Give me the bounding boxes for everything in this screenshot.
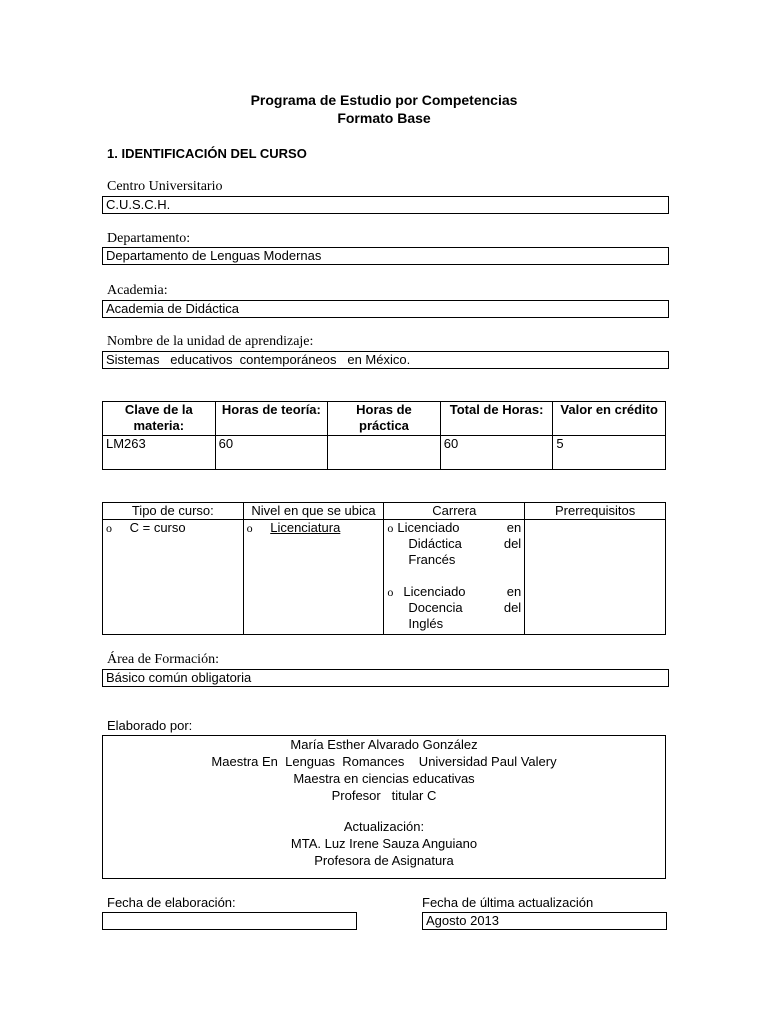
document-subtitle: Formato Base (337, 110, 431, 126)
horas-teoria-value: 60 (215, 436, 328, 470)
elaborado-box (102, 735, 666, 879)
section-title: 1. IDENTIFICACIÓN DEL CURSO (107, 146, 307, 161)
academia-field: Academia de Didáctica (102, 300, 669, 318)
fecha-elaboracion-label: Fecha de elaboración: (107, 895, 236, 910)
carrera2-word: Inglés (408, 616, 444, 631)
area-label: Área de Formación: (107, 652, 219, 667)
centro-label: Centro Universitario (107, 179, 223, 194)
fecha-actualizacion-field: Agosto 2013 (422, 912, 667, 930)
unidad-field: Sistemas educativos contemporáneos en México. (102, 351, 669, 369)
carrera2-word: Docencia (408, 600, 463, 615)
course-table (102, 502, 666, 635)
academia-label: Academia: (107, 283, 168, 298)
elaborado-line: Profesora de Asignatura (314, 853, 454, 868)
carrera1-word: Licenciado (397, 520, 460, 535)
nivel-value: Licenciatura (270, 520, 341, 535)
header-prerrequisitos: Prerrequisitos (525, 503, 666, 520)
carrera1-word: Francés (408, 552, 456, 567)
carrera2-word: en (506, 584, 522, 599)
carrera1-word: Didáctica (408, 536, 462, 551)
bullet-icon: o (246, 521, 253, 535)
tipo-curso-value: C = curso (129, 520, 186, 535)
valor-credito-value: 5 (553, 436, 666, 470)
fecha-elaboracion-field (102, 912, 357, 930)
unidad-label: Nombre de la unidad de aprendizaje: (107, 334, 314, 349)
elaborado-line: MTA. Luz Irene Sauza Anguiano (290, 836, 478, 851)
elaborado-line: Profesor titular C (331, 788, 437, 803)
area-field: Básico común obligatoria (102, 669, 669, 687)
elaborado-line: Maestra en ciencias educativas (293, 771, 475, 786)
centro-field: C.U.S.C.H. (102, 196, 669, 214)
carrera1-word: en (506, 520, 522, 535)
departamento-label: Departamento: (107, 231, 191, 246)
elaborado-label: Elaborado por: (107, 718, 193, 733)
tipo-curso-cell (103, 520, 244, 635)
elaborado-line (103, 804, 665, 818)
fecha-actualizacion-label: Fecha de última actualización (422, 895, 594, 910)
table-row (103, 436, 666, 470)
table-row (103, 520, 666, 635)
nivel-cell (243, 520, 384, 635)
header-horas-practica: Horas de práctica (328, 402, 441, 436)
total-horas-value: 60 (440, 436, 553, 470)
document-title: Programa de Estudio por Competencias (250, 92, 518, 108)
header-valor-credito: Valor en crédito (553, 402, 666, 436)
elaborado-line: Maestra En Lenguas Romances Universidad Paul Valery (211, 754, 557, 769)
carrera2-word: del (503, 600, 522, 615)
header-clave: Clave de la materia: (103, 402, 216, 436)
header-total-horas: Total de Horas: (440, 402, 553, 436)
header-nivel: Nivel en que se ubica (243, 503, 384, 520)
departamento-field: Departamento de Lenguas Modernas (102, 247, 669, 265)
bullet-icon: o (387, 521, 394, 535)
carrera2-word: Licenciado (403, 584, 466, 599)
elaborado-line: María Esther Alvarado González (290, 737, 478, 752)
prerrequisitos-cell (525, 520, 666, 635)
header-horas-teoria: Horas de teoría: (215, 402, 328, 436)
carrera-cell (384, 520, 525, 635)
hours-table (102, 401, 666, 470)
horas-practica-value (328, 436, 441, 470)
bullet-icon: o (387, 585, 394, 599)
clave-value: LM263 (103, 436, 216, 470)
elaborado-line: Actualización: (343, 819, 425, 834)
carrera1-word: del (503, 536, 522, 551)
header-tipo-curso: Tipo de curso: (103, 503, 244, 520)
header-carrera: Carrera (384, 503, 525, 520)
bullet-icon: o (106, 521, 112, 535)
